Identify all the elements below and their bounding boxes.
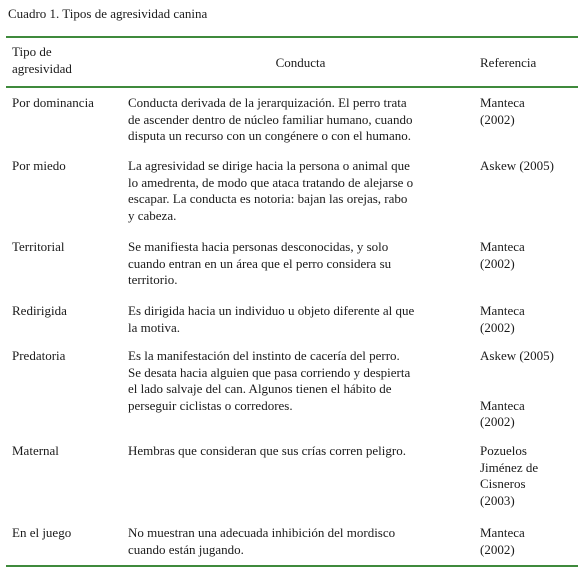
row-type: Predatoria bbox=[12, 348, 66, 363]
row-type: Territorial bbox=[12, 239, 65, 254]
top-rule bbox=[6, 36, 578, 38]
table-caption: Cuadro 1. Tipos de agresividad canina bbox=[8, 6, 208, 21]
header-reference: Referencia bbox=[480, 55, 537, 70]
row-conduct: Es la manifestación del instinto de cacería del perro. Se desata hacia alguien que pasa corriendo y despierta el lado salvaje del can. Algunos tienen el hábito de perseguir ciclistas o corredores. bbox=[128, 348, 411, 413]
row-conduct: No muestran una adecuada inhibición del mordisco cuando están jugando. bbox=[128, 525, 396, 557]
row-type: Por dominancia bbox=[12, 95, 94, 110]
row-reference: Manteca (2002) bbox=[480, 239, 525, 271]
row-conduct: Hembras que consideran que sus crías corren peligro. bbox=[128, 443, 406, 458]
row-reference: Pozuelos Jiménez de Cisneros (2003) bbox=[480, 443, 539, 508]
row-type: En el juego bbox=[12, 525, 72, 540]
row-conduct: Conducta derivada de la jerarquización. El perro trata de ascender dentro de núcleo familiar humano, cuando disputa un recurso con un congénere o con el humano. bbox=[128, 95, 413, 143]
row-type: Redirigida bbox=[12, 303, 67, 318]
row-conduct: Se manifiesta hacia personas desconocidas, y solo cuando entran en un área que el perro considera su territorio. bbox=[128, 239, 392, 287]
row-reference: Manteca (2002) bbox=[480, 525, 525, 557]
header-conduct: Conducta bbox=[275, 55, 326, 70]
row-type: Por miedo bbox=[12, 158, 66, 173]
row-conduct: La agresividad se dirige hacia la persona o animal que lo amedrenta, de modo que ataca tratando de alejarse o escapar. La conducta es notoria: bajan las orejas, rabo y cabeza. bbox=[128, 158, 414, 223]
row-type: Maternal bbox=[12, 443, 59, 458]
header-rule bbox=[6, 86, 578, 88]
row-reference: Manteca (2002) bbox=[480, 95, 525, 127]
row-reference: Manteca (2002) bbox=[480, 303, 525, 335]
row-reference: Askew (2005) Manteca (2002) bbox=[480, 348, 555, 429]
row-conduct: Es dirigida hacia un individuo u objeto diferente al que la motiva. bbox=[128, 303, 415, 335]
header-type: Tipo de agresividad bbox=[12, 44, 72, 76]
row-reference: Askew (2005) bbox=[480, 158, 555, 173]
bottom-rule bbox=[6, 565, 578, 567]
